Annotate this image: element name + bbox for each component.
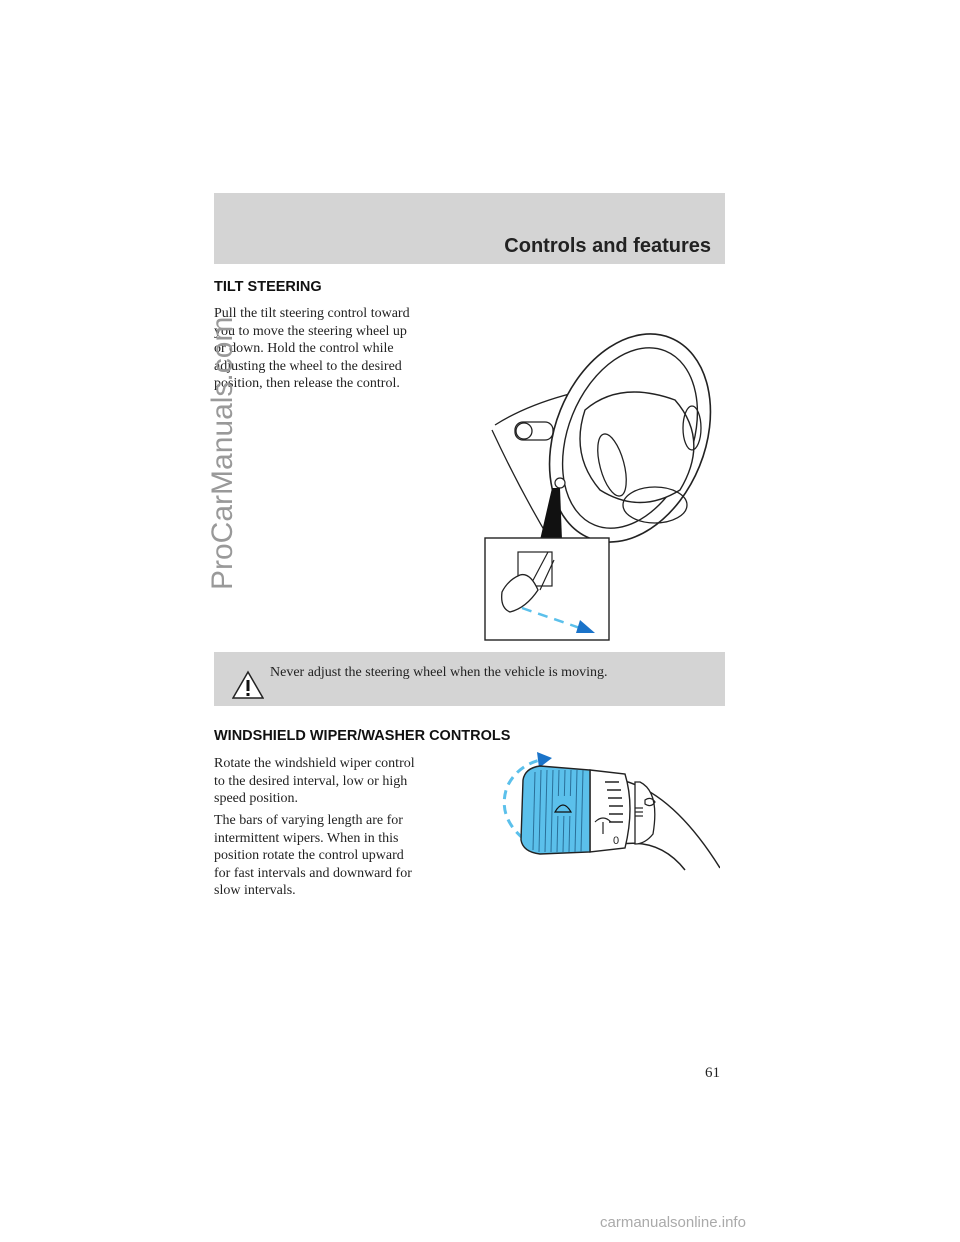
text-line: position rotate the control upward [214,848,404,863]
page-number: 61 [705,1065,720,1081]
text-line: adjusting the wheel to the desired [214,358,402,374]
text-line: to the desired interval, low or high [214,773,408,789]
tilt-paragraph [214,305,410,393]
text-line: Rotate the windshield wiper control [214,756,415,771]
text-line: slow intervals. [214,883,296,898]
warning-box [214,652,725,706]
section-title: Controls and features [504,235,711,257]
steering-wheel-illustration [480,290,730,645]
side-watermark: ProCarManuals.com [206,316,239,590]
bottom-watermark: carmanualsonline.info [600,1214,746,1231]
text-line: you to move the steering wheel up [214,323,407,339]
text-line: Pull the tilt steering control toward [214,306,410,321]
wiper-lever-illustration [495,752,720,872]
warning-text: Never adjust the steering wheel when the vehicle is moving. [270,665,608,680]
text-line: The bars of varying length are for [214,813,403,828]
text-line: for fast intervals and downward for [214,865,412,881]
warning-triangle-icon [232,670,264,700]
wiper-paragraph-1 [214,755,415,808]
text-line: intermittent wipers. When in this [214,830,399,846]
wiper-heading: WINDSHIELD WIPER/WASHER CONTROLS [214,728,511,744]
text-line: position, then release the control. [214,376,400,391]
tilt-heading: TILT STEERING [214,279,322,295]
text-line: or down. Hold the control while [214,341,394,356]
section-header [214,193,725,264]
text-line: speed position. [214,791,298,806]
wiper-paragraph-2 [214,812,412,900]
off-position-label: 0 [613,835,620,847]
